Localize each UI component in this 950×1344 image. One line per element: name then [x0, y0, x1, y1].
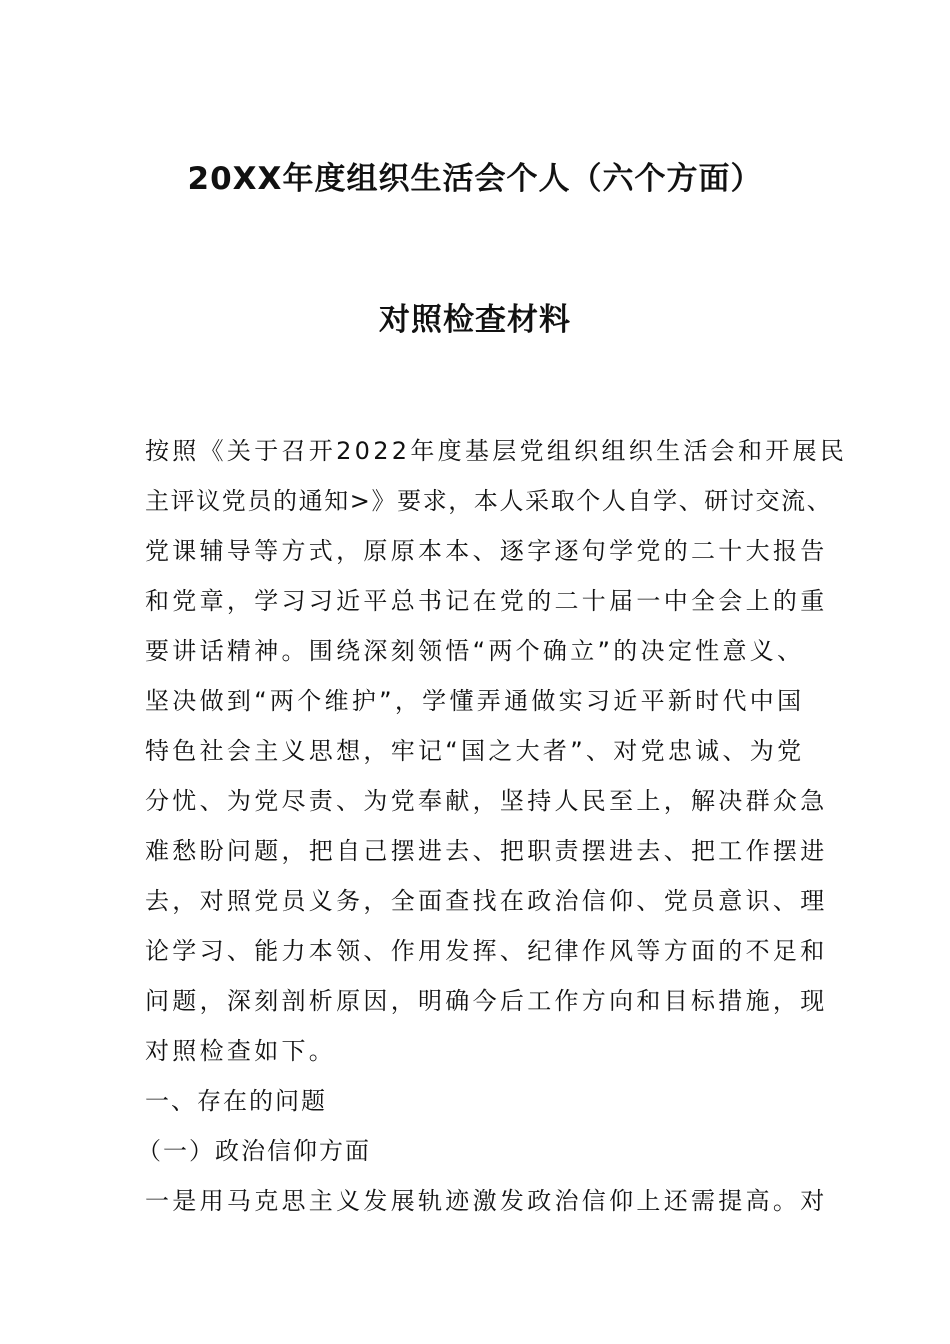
- body-line: 和党章，学习习近平总书记在党的二十届一中全会上的重: [145, 587, 828, 615]
- body-line: 对照检查如下。: [145, 1037, 337, 1065]
- body-line: 去，对照党员义务，全面查找在政治信仰、党员意识、理: [145, 887, 828, 915]
- body-line: 坚决做到“两个维护”，学懂弄通做实习近平新时代中国: [145, 687, 805, 715]
- body-line: 难愁盼问题，把自己摆进去、把职责摆进去、把工作摆进: [145, 837, 828, 865]
- document-body: [137, 426, 848, 1226]
- body-line: 党课辅导等方式，原原本本、逐字逐句学党的二十大报告: [145, 537, 828, 565]
- subsection-heading: （一）政治信仰方面: [137, 1137, 371, 1165]
- body-line: 一是用马克思主义发展轨迹激发政治信仰上还需提高。对: [145, 1187, 828, 1215]
- document-title-line-1: 20XX年度组织生活会个人（六个方面）: [187, 161, 763, 197]
- document-title-line-2: 对照检查材料: [379, 302, 571, 338]
- body-line: 分忧、为党尽责、为党奉献，坚持人民至上，解决群众急: [145, 787, 828, 815]
- body-line: 主评议党员的通知>》要求，本人采取个人自学、研讨交流、: [145, 487, 833, 515]
- body-line: 论学习、能力本领、作用发挥、纪律作风等方面的不足和: [145, 937, 828, 965]
- body-line: 问题，深刻剖析原因，明确今后工作方向和目标措施，现: [145, 987, 828, 1015]
- body-line: 特色社会主义思想，牢记“国之大者”、对党忠诚、为党: [145, 737, 805, 765]
- section-heading: 一、存在的问题: [145, 1087, 327, 1115]
- body-line: 要讲话精神。围绕深刻领悟“两个确立”的决定性意义、: [145, 637, 805, 665]
- body-line: 按照《关于召开2022年度基层党组织组织生活会和开展民: [145, 437, 848, 465]
